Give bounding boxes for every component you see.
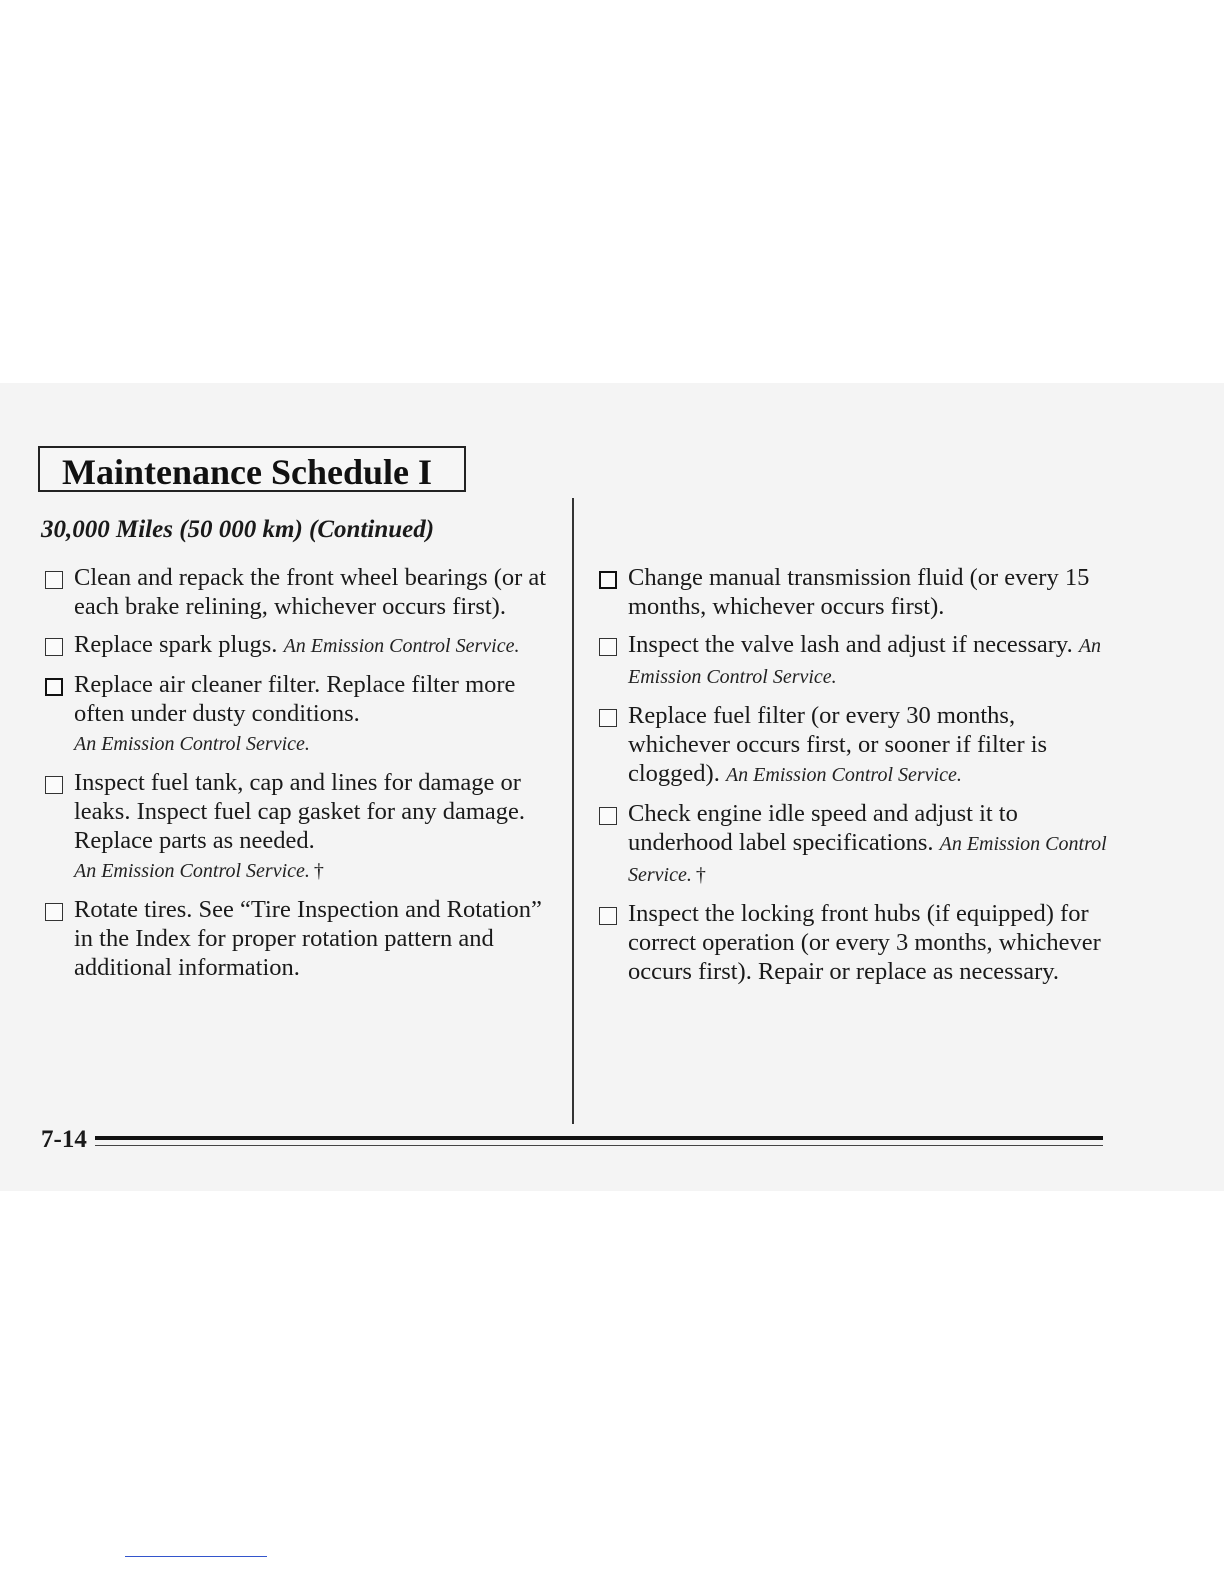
footer-rule: [95, 1136, 1103, 1140]
item-text: Change manual transmission fluid (or every 15 months, whichever occurs first).: [628, 564, 1090, 620]
left-column: [43, 563, 558, 991]
checklist-item: [43, 563, 558, 621]
item-text: Replace spark plugs.: [74, 631, 278, 658]
item-text: Rotate tires. See “Tire Inspection and Rotation” in the Index for proper rotation pattern and additional information.: [74, 896, 542, 981]
checklist-item: [43, 630, 558, 661]
emission-note: An Emission Control Service.: [74, 860, 310, 882]
emission-note: An Emission Control Service.: [74, 733, 310, 755]
item-text: Check engine idle speed and adjust it to underhood label specifications.: [628, 800, 1018, 856]
item-text: Inspect the valve lash and adjust if necessary.: [628, 631, 1073, 658]
column-divider: [572, 498, 574, 1124]
checklist-item: [597, 701, 1117, 790]
section-heading: 30,000 Miles (50 000 km) (Continued): [41, 516, 435, 543]
checklist-item: [597, 899, 1117, 986]
checkbox[interactable]: [599, 709, 617, 727]
page-title: Maintenance Schedule I: [62, 452, 433, 492]
scan-link-underline: [125, 1556, 267, 1557]
checkbox[interactable]: [599, 638, 617, 656]
checklist-item: [43, 895, 558, 982]
checkbox[interactable]: [45, 571, 63, 589]
item-text: Inspect the locking front hubs (if equipped) for correct operation (or every 3 months, whichever occurs first). Repair or replace as necessary.: [628, 900, 1101, 985]
emission-note: An Emission Control Service.: [725, 764, 962, 786]
item-text: Inspect fuel tank, cap and lines for damage or leaks. Inspect fuel cap gasket for any damage. Replace parts as needed.: [74, 769, 526, 854]
title-box: [38, 446, 466, 492]
item-text: Clean and repack the front wheel bearings (or at each brake relining, whichever occurs first).: [74, 564, 547, 620]
page-number: 7-14: [41, 1126, 87, 1153]
item-text: Replace air cleaner filter. Replace filter more often under dusty conditions.: [74, 671, 516, 727]
checkbox[interactable]: [45, 776, 63, 794]
dagger-mark: †: [695, 864, 706, 886]
checklist-item: [597, 563, 1117, 621]
checkbox[interactable]: [45, 903, 63, 921]
checkbox[interactable]: [599, 907, 617, 925]
checklist-item: [597, 630, 1117, 692]
right-column: [597, 563, 1117, 995]
checkbox[interactable]: [599, 571, 617, 589]
item-text: Replace fuel filter (or every 30 months, whichever occurs first, or sooner if filter is clogged).: [628, 702, 1048, 787]
footer-rule-thin: [95, 1145, 1103, 1146]
checkbox[interactable]: [45, 678, 63, 696]
emission-note: An Emission Control Service.: [628, 635, 1102, 688]
checklist-item: [43, 768, 558, 886]
checkbox[interactable]: [45, 638, 63, 656]
emission-note: An Emission Control Service.: [283, 635, 520, 657]
checklist-item: [597, 799, 1117, 890]
checklist-item: [43, 670, 558, 759]
checkbox[interactable]: [599, 807, 617, 825]
dagger-mark: †: [313, 860, 324, 882]
emission-note: An Emission Control Service.: [628, 833, 1107, 886]
